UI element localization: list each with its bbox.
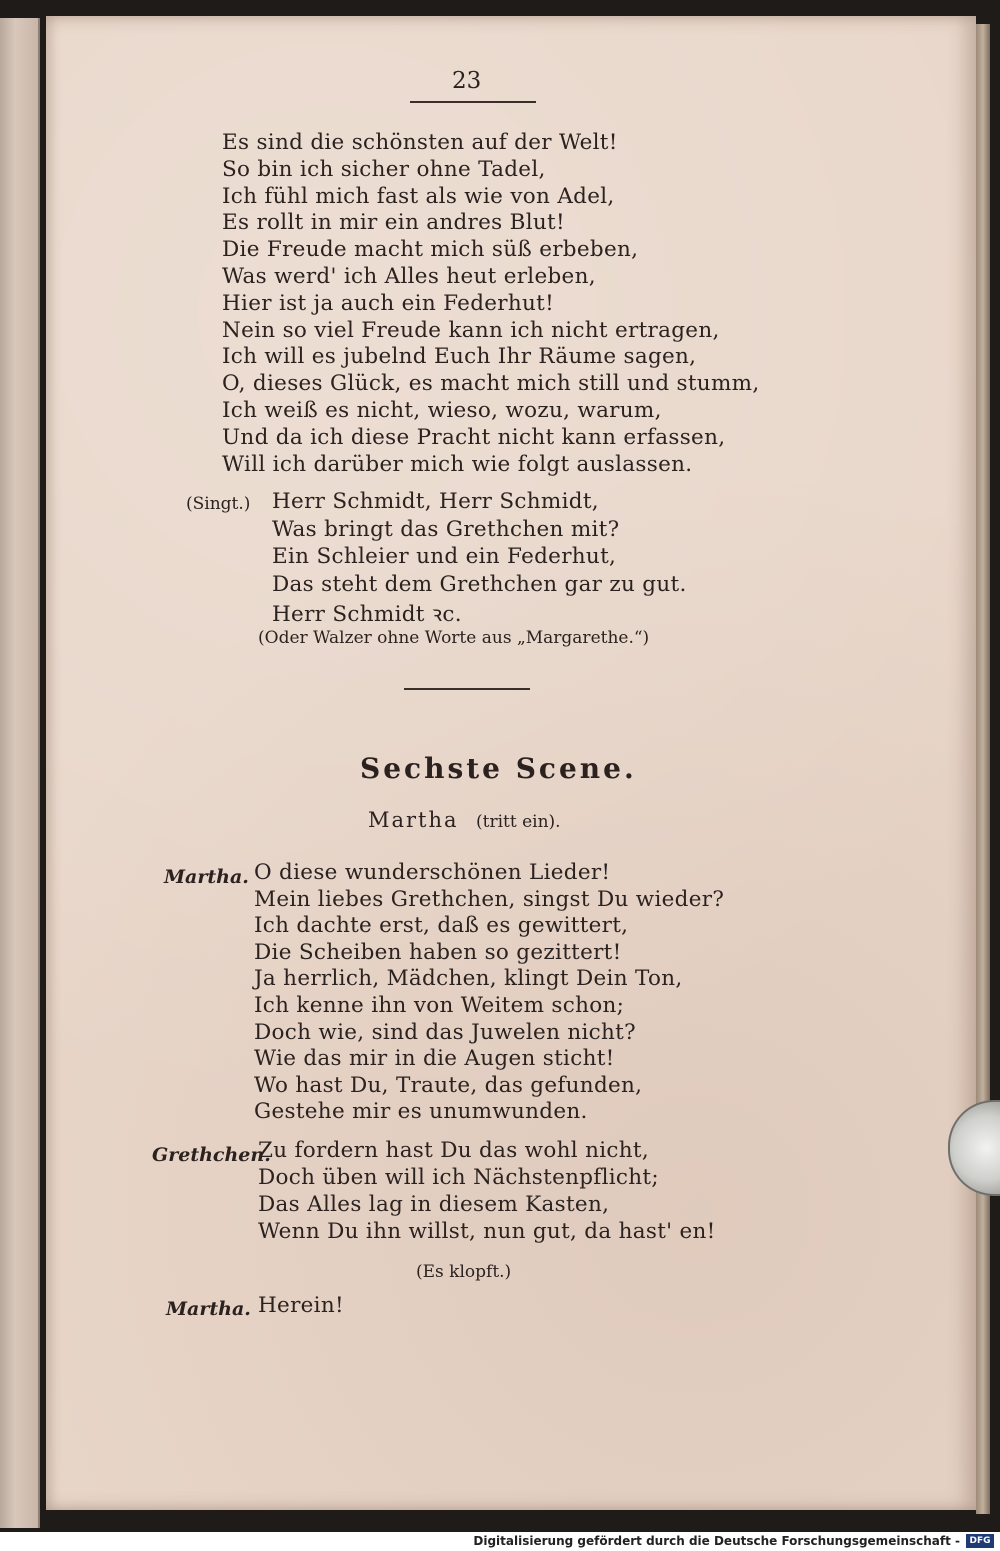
grethchen-speech-line: Wenn Du ihn willst, nun gut, da hast' en! (258, 1219, 716, 1244)
stage-direction-singt: (Singt.) (186, 494, 251, 514)
grethchen-speech-line: Zu fordern hast Du das wohl nicht, (258, 1138, 649, 1163)
song-line: Das steht dem Grethchen gar zu gut. (272, 571, 687, 597)
monologue-line: Hier ist ja auch ein Federhut! (222, 290, 555, 316)
martha-speech-line: Wo hast Du, Traute, das gefunden, (254, 1072, 643, 1098)
monologue-line: Ich will es jubelnd Euch Ihr Räume sagen, (222, 344, 697, 370)
martha-speech-line: Doch wie, sind das Juwelen nicht? (254, 1019, 636, 1045)
final-line-text: Herein! (258, 1293, 344, 1318)
martha-speech-line: Die Scheiben haben so gezittert! (254, 939, 622, 965)
monologue-line: Ich weiß es nicht, wieso, wozu, warum, (222, 398, 662, 423)
martha-speech-line: Gestehe mir es unumwunden. (254, 1099, 588, 1125)
stage-direction-klopft: (Es klopft.) (416, 1262, 512, 1282)
scene-divider-rule (404, 688, 530, 690)
footer-bar (0, 1532, 1000, 1551)
monologue-line: Will ich darüber mich wie folgt auslassen. (222, 451, 693, 477)
grethchen-speech-line: Doch üben will ich Nächstenpflicht; (258, 1165, 659, 1190)
song-line: Was bringt das Grethchen mit? (272, 516, 620, 542)
entrance-stage-direction: (tritt ein). (476, 812, 561, 832)
monologue-line: Es rollt in mir ein andres Blut! (222, 210, 565, 236)
martha-speech-line: Wie das mir in die Augen sticht! (254, 1046, 615, 1072)
song-note: (Oder Walzer ohne Worte aus „Margarethe.“) (258, 628, 650, 648)
speaker-martha-final: Martha. (166, 1298, 251, 1320)
song-line: Herr Schmidt, Herr Schmidt, (272, 489, 599, 514)
page-stack-edge (976, 24, 990, 1514)
martha-speech-line: Ich dachte erst, daß es gewittert, (254, 913, 629, 939)
monologue-line: Was werd' ich Alles heut erleben, (222, 264, 596, 289)
monologue-line: O, dieses Glück, es macht mich still und stumm, (222, 371, 760, 397)
speaker-grethchen: Grethchen. (152, 1144, 271, 1166)
page-number: 23 (452, 68, 482, 94)
monologue-line: Und da ich diese Pracht nicht kann erfassen, (222, 424, 726, 450)
martha-speech-line: Ich kenne ihn von Weitem schon; (254, 993, 625, 1018)
martha-speech-line: Mein liebes Grethchen, singst Du wieder? (254, 886, 725, 912)
footer-credit: Digitalisierung gefördert durch die Deutsche Forschungsgemeinschaft - (473, 1534, 960, 1548)
monologue-line: Die Freude macht mich süß erbeben, (222, 237, 639, 263)
speaker-martha: Martha. (164, 866, 249, 888)
dfg-logo: DFG (966, 1534, 994, 1548)
monologue-line: Ich fühl mich fast als wie von Adel, (222, 183, 615, 209)
martha-speech-line: Ja herrlich, Mädchen, klingt Dein Ton, (254, 966, 683, 992)
song-line: Ein Schleier und ein Federhut, (272, 544, 617, 569)
left-page-edge (0, 18, 40, 1528)
page-number-rule (410, 101, 536, 103)
martha-speech-line: O diese wunderschönen Lieder! (254, 860, 611, 885)
monologue-line: Es sind die schönsten auf der Welt! (222, 130, 618, 155)
song-line: Herr Schmidt ꝛc. (272, 602, 462, 627)
scene-title: Sechste Scene. (360, 752, 637, 785)
grethchen-speech-line: Das Alles lag in diesem Kasten, (258, 1192, 610, 1217)
entrance-character-name: Martha (368, 808, 459, 832)
monologue-line: So bin ich sicher ohne Tadel, (222, 156, 546, 182)
monologue-line: Nein so viel Freude kann ich nicht ertragen, (222, 317, 720, 343)
